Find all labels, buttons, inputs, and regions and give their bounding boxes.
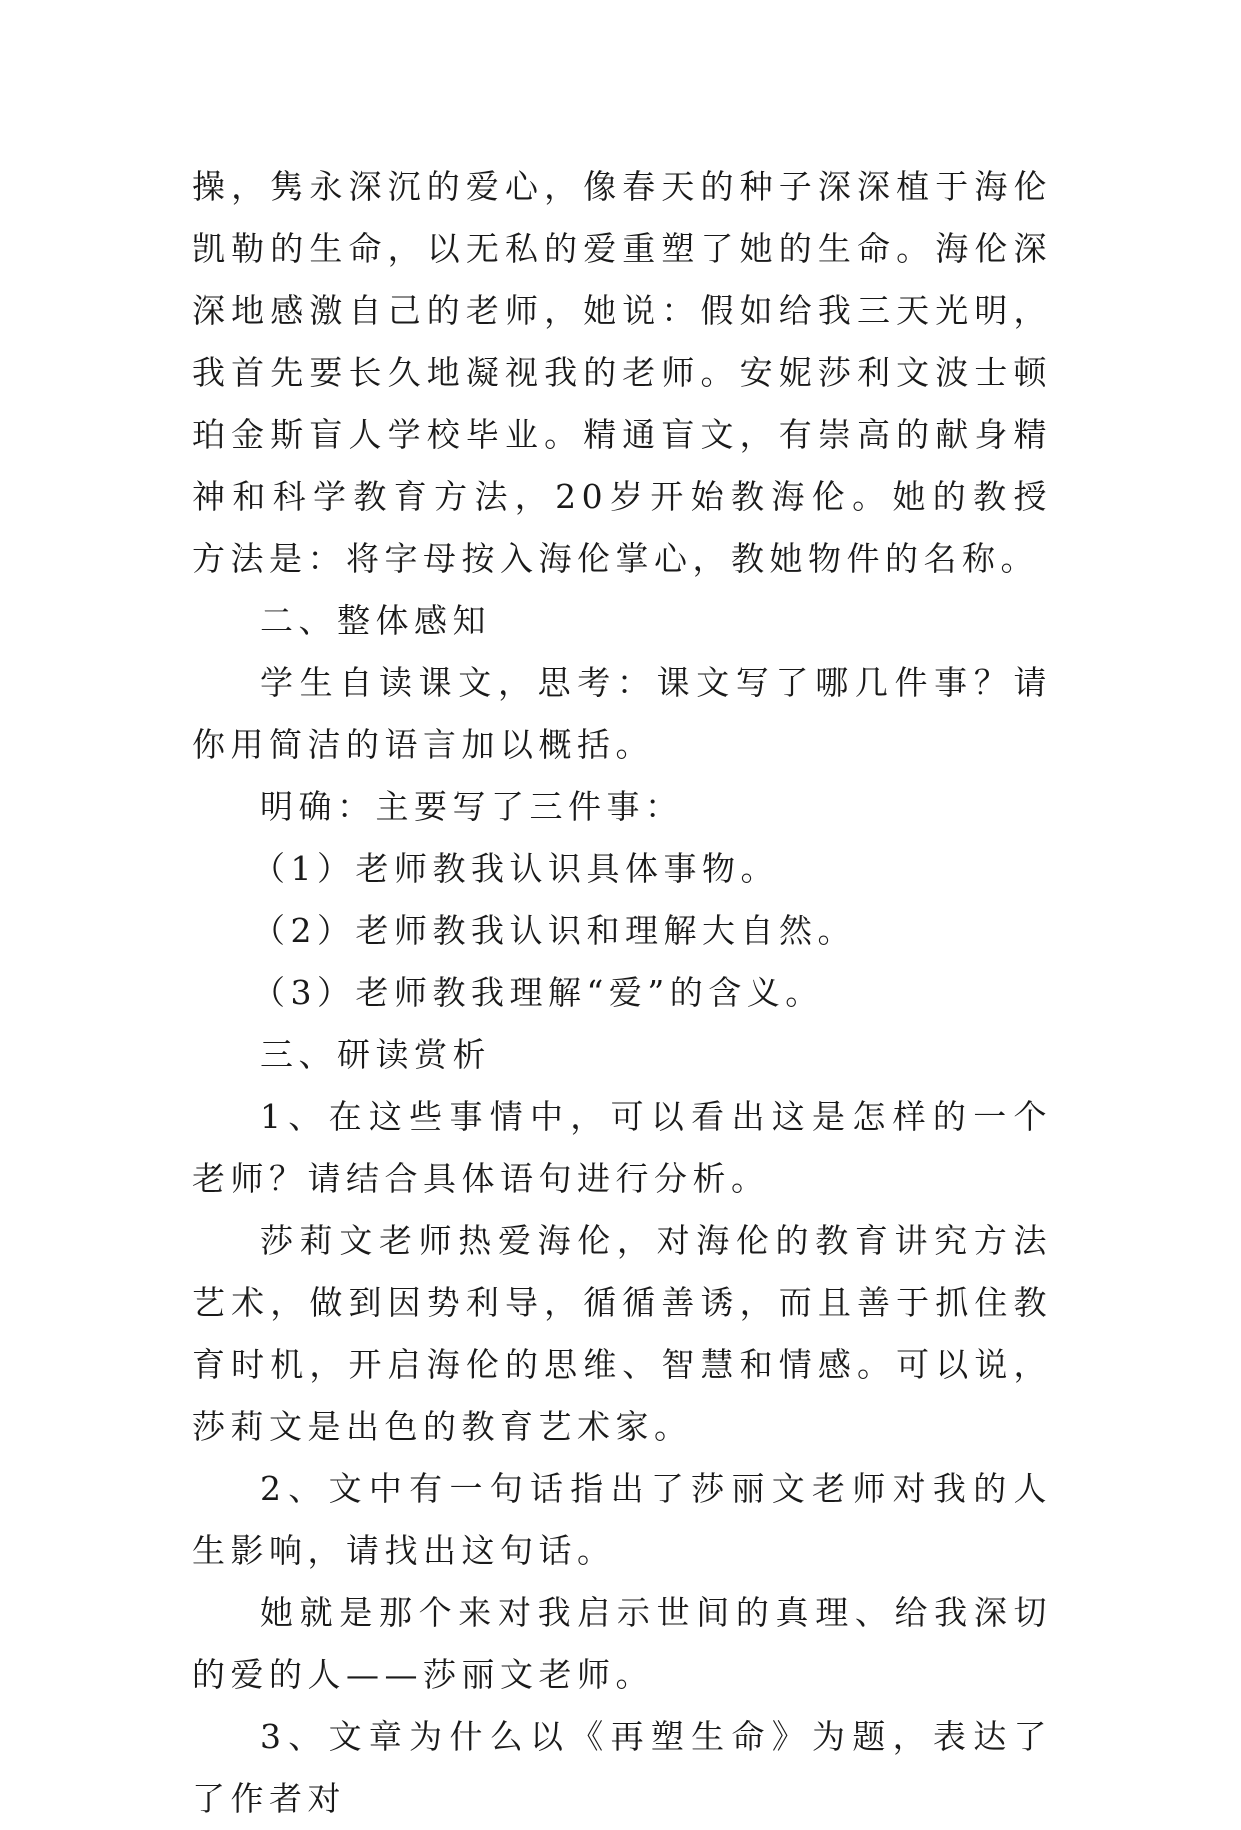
- question-2: 2、文中有一句话指出了莎丽文老师对我的人生影响，请找出这句话。: [192, 1469, 1052, 1570]
- list-item-event-1: （1）老师教我认识具体事物。: [252, 849, 779, 888]
- paragraph-clarification: 明确：主要写了三件事：: [260, 787, 684, 826]
- document-body: [192, 156, 1052, 1830]
- paragraph-intro-continuation: 操，隽永深沉的爱心，像春天的种子深深植于海伦凯勒的生命，以无私的爱重塑了她的生命。海伦深深地感激自己的老师，她说：假如给我三天光明，我首先要长久地凝视我的老师。安妮莎利文波士顿珀金斯盲人学校毕业。精通盲文，有崇高的献身精神和科学教育方法，20岁开始教海伦。她的教授方法是：将字母按入海伦掌心，教她物件的名称。: [192, 167, 1052, 578]
- question-1: 1、在这些事情中，可以看出这是怎样的一个老师？请结合具体语句进行分析。: [192, 1097, 1052, 1198]
- paragraph-student-task: 学生自读课文，思考：课文写了哪几件事？请你用简洁的语言加以概括。: [192, 663, 1052, 764]
- question-3: 3、文章为什么以《再塑生命》为题，表达了了作者对: [192, 1717, 1052, 1818]
- answer-2: 她就是那个来对我启示世间的真理、给我深切的爱的人——莎丽文老师。: [192, 1593, 1052, 1694]
- answer-1: 莎莉文老师热爱海伦，对海伦的教育讲究方法艺术，做到因势利导，循循善诱，而且善于抓住教育时机，开启海伦的思维、智慧和情感。可以说，莎莉文是出色的教育艺术家。: [192, 1221, 1052, 1446]
- list-item-event-2: （2）老师教我认识和理解大自然。: [252, 911, 856, 950]
- section-heading-study-analysis: 三、研读赏析: [260, 1035, 491, 1074]
- section-heading-overall-perception: 二、整体感知: [260, 601, 491, 640]
- list-item-event-3: （3）老师教我理解“爱”的含义。: [252, 973, 824, 1012]
